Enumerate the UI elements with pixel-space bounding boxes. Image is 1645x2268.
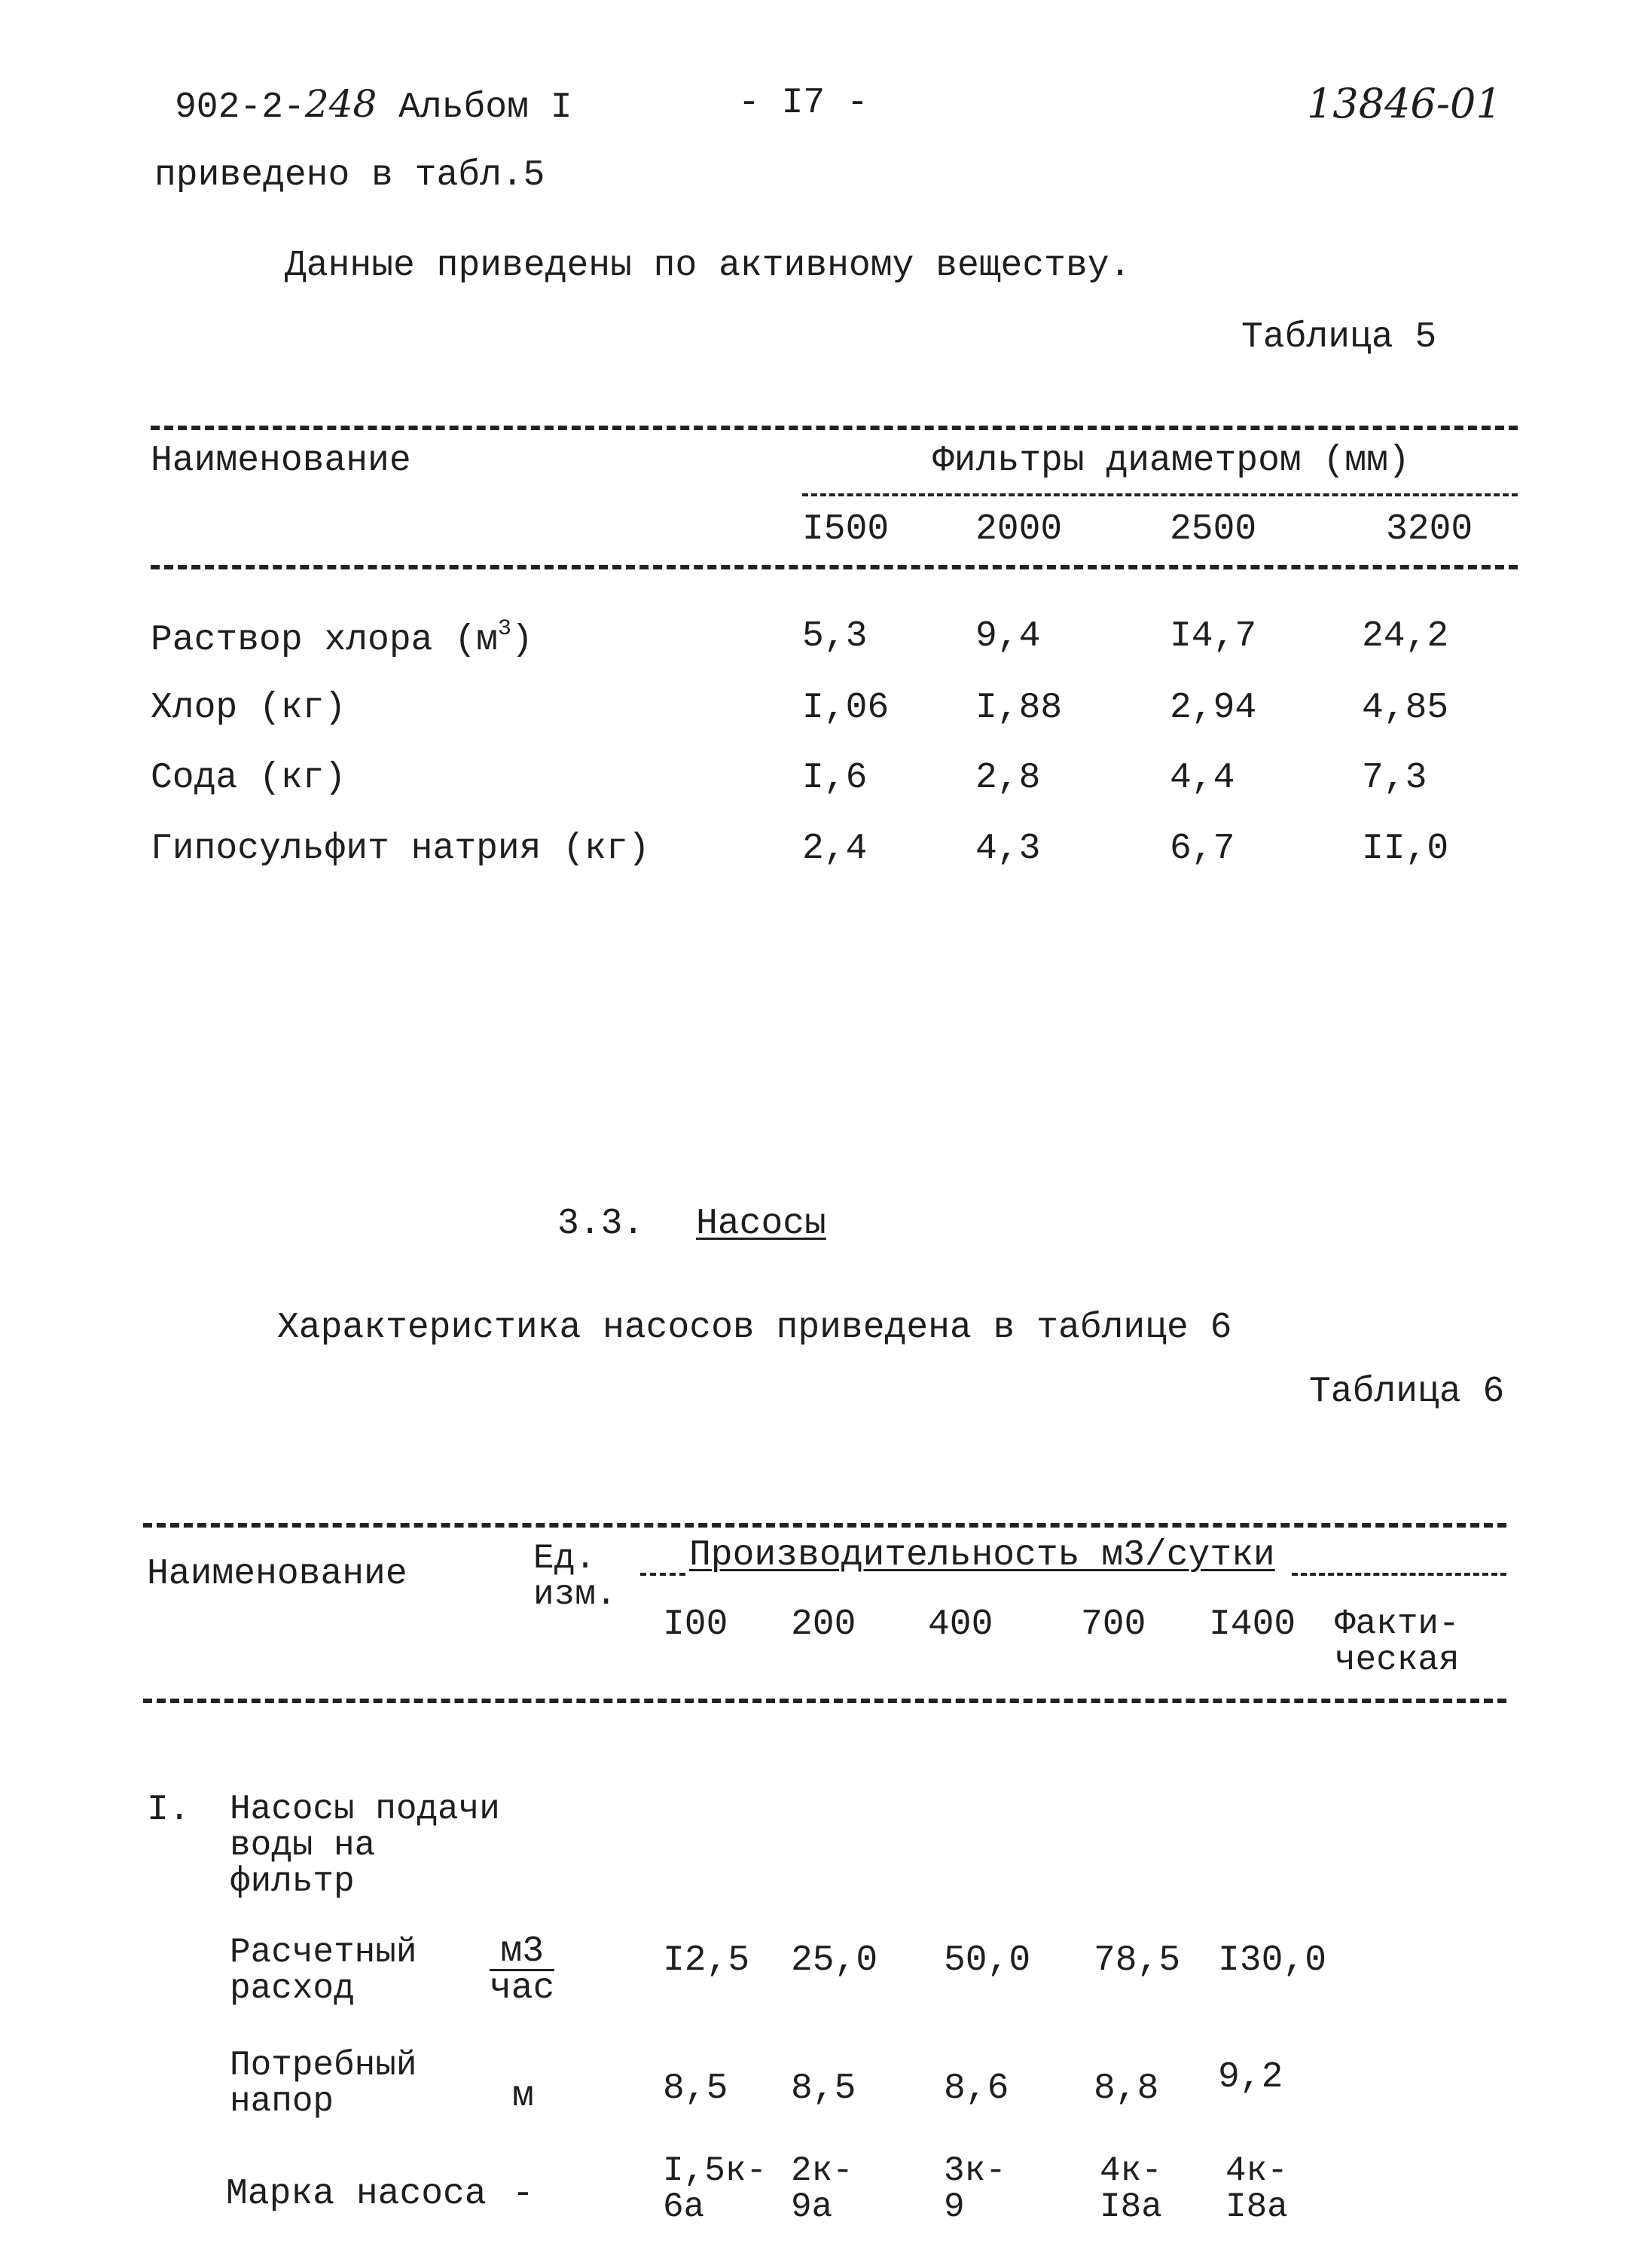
table5-diameter: 2000 — [975, 509, 1063, 550]
table5-diameter: 2500 — [1170, 509, 1257, 550]
table5-sub-rule — [802, 493, 1518, 496]
table5-cell: I,6 — [802, 758, 868, 798]
table6-group-dash-right — [1292, 1573, 1506, 1576]
table5-row-name: Хлор (кг) — [151, 688, 346, 728]
table6-pump-cell: I,5к- 6а — [663, 2151, 768, 2227]
section-heading — [557, 1205, 826, 1243]
table6-cell: 9,2 — [1218, 2057, 1283, 2098]
table6-cell: I30,0 — [1218, 1940, 1327, 1981]
table6-row-name: Марка насоса — [226, 2174, 487, 2215]
table6-pump-cell: 3к- 9 — [944, 2151, 1006, 2227]
intro-line-1: приведено в табл.5 — [154, 155, 545, 196]
table5-cell: II,0 — [1362, 829, 1449, 869]
album-label: Альбом I — [398, 87, 572, 128]
table5-cell: 4,85 — [1362, 688, 1449, 728]
document-code — [175, 84, 572, 127]
table6-cell: 8,8 — [1094, 2068, 1159, 2109]
table5-cell: 5,3 — [802, 616, 868, 657]
table5-top-rule — [151, 426, 1518, 430]
table6-pump-cell: 2к- 9а — [791, 2151, 853, 2227]
table5-cell: 6,7 — [1170, 829, 1235, 869]
table6-capacity: I00 — [663, 1604, 728, 1645]
table6-cell: 8,5 — [791, 2068, 856, 2109]
table5-cell: 9,4 — [975, 616, 1041, 657]
table6-capacity: 400 — [928, 1604, 993, 1645]
table5-cell: I,88 — [975, 688, 1063, 728]
table5-diameter: 3200 — [1386, 509, 1473, 550]
section-text: Характеристика насосов приведена в таблице 6 — [277, 1308, 1232, 1348]
table6-cell: 8,6 — [944, 2068, 1009, 2109]
table5-row-name: Сода (кг) — [151, 758, 346, 798]
table6-cell: 78,5 — [1094, 1940, 1181, 1981]
table6-cell: 50,0 — [944, 1940, 1031, 1981]
table6-col-unit: Ед. изм. — [533, 1539, 617, 1614]
table5-header-rule — [151, 565, 1518, 569]
archive-number: 13846-01 — [1307, 80, 1502, 127]
table6-row-unit: $\frac{м3}{\text{час}}$ — [490, 1931, 555, 2009]
code-handwritten: 248 — [304, 82, 377, 126]
table5-diameter: I500 — [802, 509, 890, 550]
table5-cell: 2,8 — [975, 758, 1041, 798]
section-title: Насосы — [696, 1204, 826, 1244]
table5-cell: 2,94 — [1170, 688, 1257, 728]
table5-cell: I4,7 — [1170, 616, 1257, 657]
table5-caption: Таблица 5 — [1241, 317, 1437, 358]
table5-cell: 24,2 — [1362, 616, 1449, 657]
table6-top-rule — [143, 1523, 1506, 1528]
table6-row-unit: м — [512, 2076, 534, 2117]
table6-group-title: Насосы подачи воды на фильтр — [230, 1790, 500, 1901]
table6-pump-cell: 4к- I8а — [1225, 2151, 1288, 2227]
table5-cell: 2,4 — [802, 829, 868, 869]
table5-col-name: Наименование — [151, 441, 411, 481]
section-number: 3.3. — [557, 1204, 645, 1244]
table5-cell: 4,4 — [1170, 758, 1235, 798]
table5-cell: 7,3 — [1362, 758, 1427, 798]
table6-row-name: Потребный напор — [230, 2046, 417, 2121]
table6-row-name: Расчетный расход — [230, 1933, 417, 2008]
table5-cell: 4,3 — [975, 829, 1041, 869]
page-number: - I7 - — [738, 83, 868, 124]
intro-line-2: Данные приведены по активному веществу. — [285, 246, 1131, 286]
table6-group-header: Производительность м3/сутки — [689, 1535, 1275, 1576]
table6-caption: Таблица 6 — [1309, 1372, 1505, 1412]
table5-group-header: Фильтры диаметром (мм) — [932, 441, 1410, 481]
table6-actual-header: Факти- ческая — [1335, 1604, 1460, 1680]
table6-group-dash-left — [640, 1573, 685, 1576]
table6-capacity: 700 — [1081, 1604, 1146, 1645]
table6-group-index: I. — [147, 1790, 191, 1830]
code-prefix: 902-2- — [175, 87, 305, 128]
table6-capacity: 200 — [791, 1604, 856, 1645]
table5-row-name: Раствор хлора $(м^3)$ — [151, 616, 533, 661]
table6-row-unit: - — [512, 2174, 534, 2215]
table6-col-name: Наименование — [147, 1554, 407, 1595]
table6-cell: I2,5 — [663, 1940, 750, 1981]
table6-pump-cell: 4к- I8а — [1100, 2151, 1162, 2227]
table6-header-rule — [143, 1699, 1506, 1703]
table6-cell: 25,0 — [791, 1940, 878, 1981]
table6-cell: 8,5 — [663, 2068, 728, 2109]
table6-capacity: I400 — [1209, 1604, 1296, 1645]
table5-cell: I,06 — [802, 688, 890, 728]
table5-row-name: Гипосульфит натрия (кг) — [151, 829, 650, 869]
